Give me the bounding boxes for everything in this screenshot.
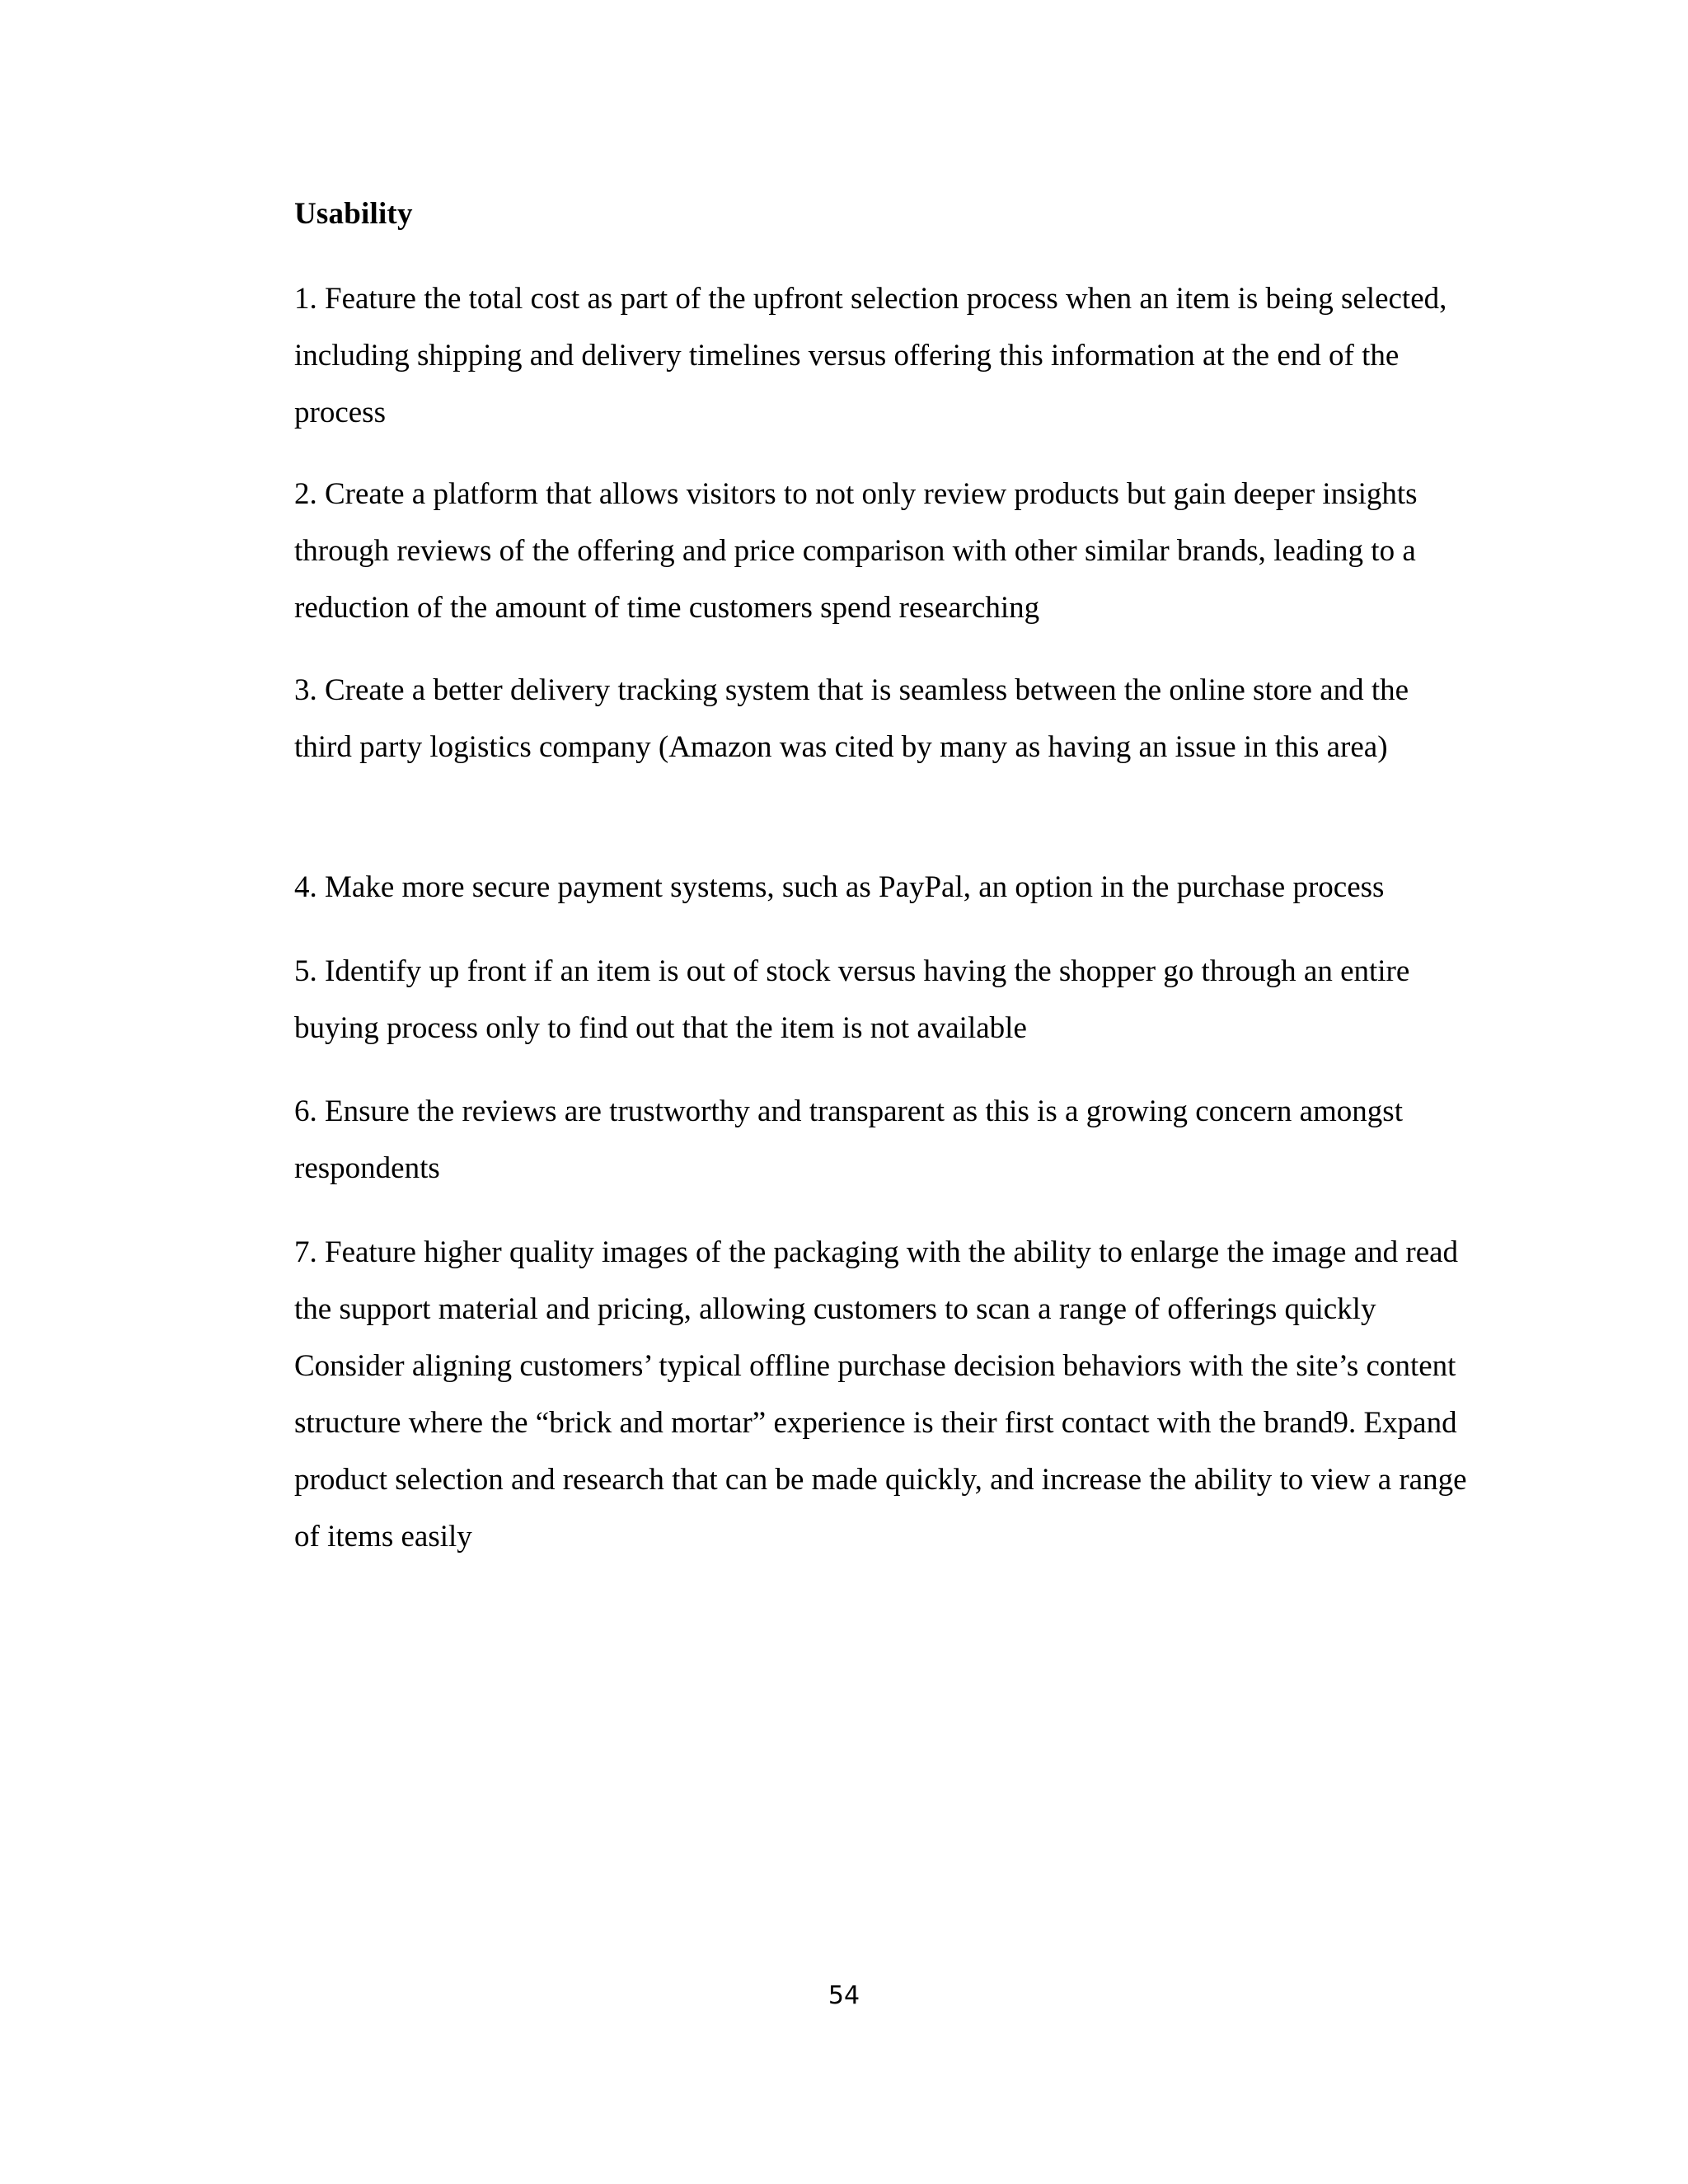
recommendation-item-6: 6. Ensure the reviews are trustworthy and transparent as this is a growing concern amongst respondents	[294, 1094, 1403, 1185]
recommendation-item-2: 2. Create a platform that allows visitors to not only review products but gain deeper insights through reviews of the offering and price comparison with other similar brands, leading to a reduction of the amount of time customers spend researching	[294, 477, 1418, 625]
recommendation-item-7: 7. Feature higher quality images of the packaging with the ability to enlarge the image and read the support material and pricing, allowing customers to scan a range of offerings quickly Consider aligning customers’ typical offline purchase decision behaviors with the site’s content structure where the “brick and mortar” experience is their first contact with the brand9. Expand product selection and research that can be made quickly, and increase the ability to view a range of items easily	[294, 1235, 1467, 1554]
section-heading: Usability	[294, 197, 413, 231]
recommendation-item-1: 1. Feature the total cost as part of the upfront selection process when an item is being selected, including shipping and delivery timelines versus offering this information at the end of the process	[294, 282, 1447, 429]
recommendation-item-3: 3. Create a better delivery tracking system that is seamless between the online store and the third party logistics company (Amazon was cited by many as having an issue in this area)	[294, 673, 1409, 764]
page-number: 54	[828, 1981, 860, 2010]
recommendation-item-5: 5. Identify up front if an item is out of stock versus having the shopper go through an entire buying process only to find out that the item is not available	[294, 954, 1410, 1045]
recommendation-item-4: 4. Make more secure payment systems, such as PayPal, an option in the purchase process	[294, 870, 1385, 904]
